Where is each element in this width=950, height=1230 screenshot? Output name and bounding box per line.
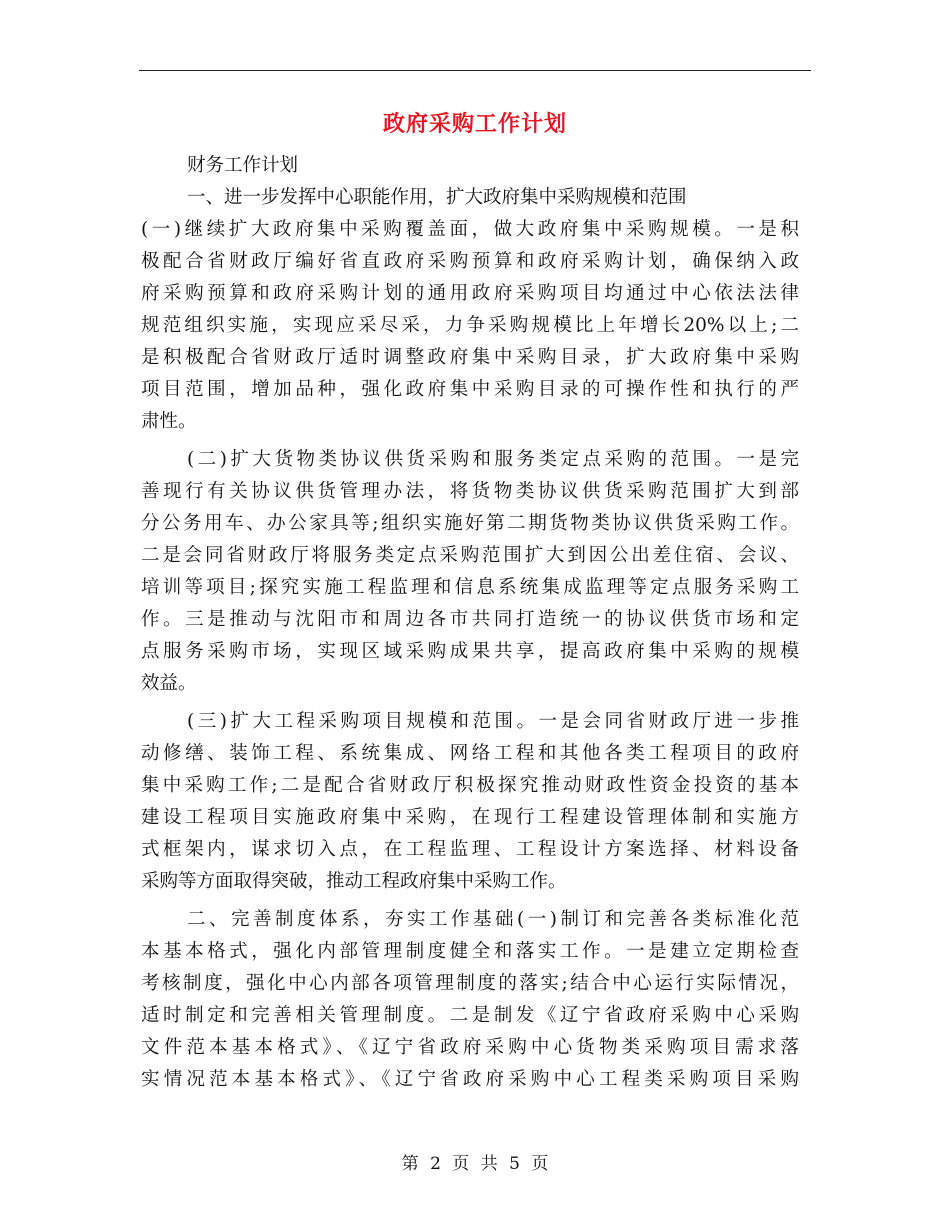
body-line: 集中采购工作;二是配合省财政厅积极探究推动财政性资金投资的基本 — [141, 775, 799, 796]
body-line: 财务工作计划 — [187, 155, 299, 176]
body-line: (三)扩大工程采购项目规模和范围。一是会同省财政厅进一步推 — [187, 711, 799, 732]
document-title: 政府采购工作计划 — [382, 111, 567, 137]
page-number: 第 2 页 共 5 页 — [401, 1154, 549, 1174]
body-line: 极配合省财政厅编好省直政府采购预算和政府采购计划，确保纳入政 — [141, 251, 799, 272]
body-line: 效益。 — [141, 673, 197, 694]
body-line: 实情况范本基本格式》、《辽宁省政府采购中心工程类采购项目采购 — [141, 1069, 799, 1090]
body-line: 二是会同省财政厅将服务类定点采购范围扩大到因公出差住宿、会议、 — [141, 545, 799, 566]
body-line: 规范组织实施，实现应采尽采，力争采购规模比上年增长20%以上;二 — [141, 315, 799, 336]
body-line: 式框架内，谋求切入点，在工程监理、工程设计方案选择、材料设备 — [141, 839, 799, 860]
body-line: 分公务用车、办公家具等;组织实施好第二期货物类协议供货采购工作。 — [141, 513, 799, 534]
body-line: 培训等项目;探究实施工程监理和信息系统集成监理等定点服务采购工 — [141, 577, 799, 598]
body-line: 本基本格式，强化内部管理制度健全和落实工作。一是建立定期检查 — [141, 941, 799, 962]
body-line: 建设工程项目实施政府集中采购，在现行工程建设管理体制和实施方 — [141, 807, 799, 828]
body-line: 一、进一步发挥中心职能作用，扩大政府集中采购规模和范围 — [187, 187, 687, 208]
body-line: 府采购预算和政府采购计划的通用政府采购项目均通过中心依法法律 — [141, 283, 799, 304]
body-line: 适时制定和完善相关管理制度。二是制发《辽宁省政府采购中心采购 — [141, 1005, 799, 1026]
body-line: 善现行有关协议供货管理办法，将货物类协议供货采购范围扩大到部 — [141, 481, 799, 502]
body-line: (一)继续扩大政府集中采购覆盖面，做大政府集中采购规模。一是积 — [141, 219, 799, 240]
body-line: (二)扩大货物类协议供货采购和服务类定点采购的范围。一是完 — [187, 449, 799, 470]
header-rule — [139, 70, 811, 71]
body-line: 项目范围，增加品种，强化政府集中采购目录的可操作性和执行的严 — [141, 379, 799, 400]
body-line: 考核制度，强化中心内部各项管理制度的落实;结合中心运行实际情况， — [141, 973, 799, 994]
body-line: 动修缮、装饰工程、系统集成、网络工程和其他各类工程项目的政府 — [141, 743, 799, 764]
body-line: 作。三是推动与沈阳市和周边各市共同打造统一的协议供货市场和定 — [141, 609, 799, 630]
body-line: 点服务采购市场，实现区域采购成果共享，提高政府集中采购的规模 — [141, 641, 799, 662]
body-line: 文件范本基本格式》、《辽宁省政府采购中心货物类采购项目需求落 — [141, 1037, 799, 1058]
body-line: 采购等方面取得突破，推动工程政府集中采购工作。 — [141, 871, 567, 892]
body-line: 是积极配合省财政厅适时调整政府集中采购目录，扩大政府集中采购 — [141, 347, 799, 368]
body-line: 肃性。 — [141, 411, 197, 432]
body-line: 二、完善制度体系，夯实工作基础(一)制订和完善各类标准化范 — [187, 909, 799, 930]
document-body — [141, 150, 799, 1096]
